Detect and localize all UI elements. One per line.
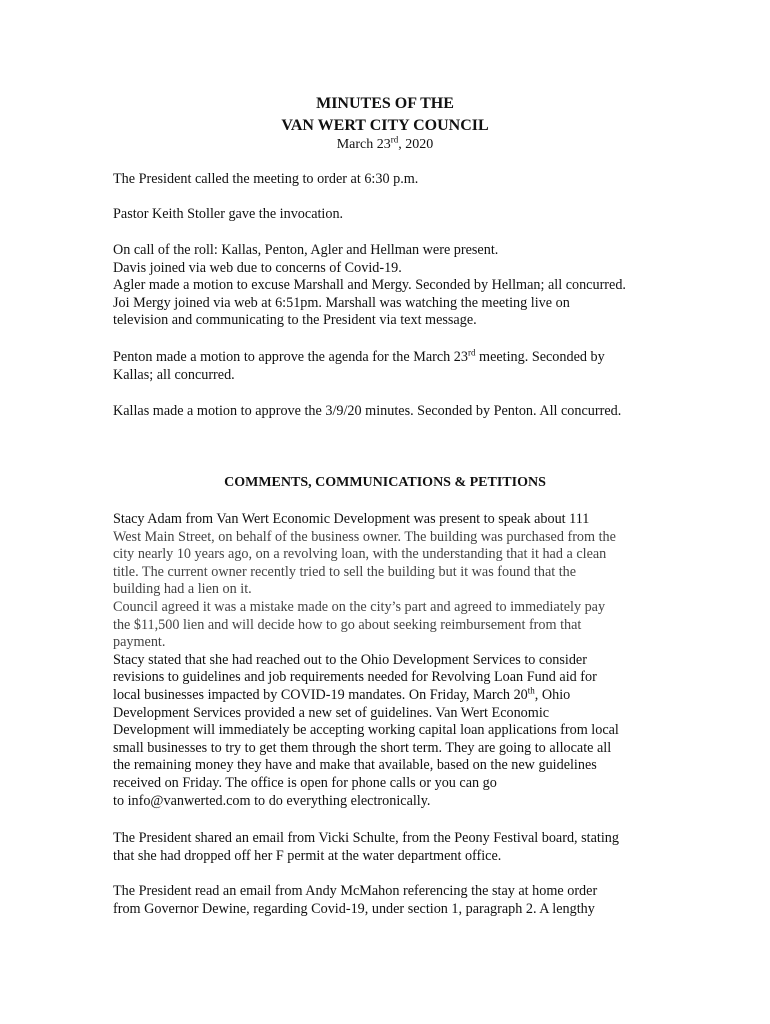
text-line: small businesses to try to get them through the short term. They are going to allocate all	[113, 739, 612, 756]
text-line: Stacy Adam from Van Wert Economic Development was present to speak about 111	[113, 511, 590, 527]
text-line: Agler made a motion to excuse Marshall and Mergy. Seconded by Hellman; all concurred.	[113, 277, 626, 294]
text-line	[113, 687, 673, 705]
text-line: Joi Mergy joined via web at 6:51pm. Marshall was watching the meeting live on	[113, 294, 570, 311]
text-line: building had a lien on it.	[113, 581, 252, 598]
text-line: The President read an email from Andy McMahon referencing the stay at home order	[113, 883, 598, 899]
paragraph-minutes-approval	[113, 403, 673, 421]
text-line: the remaining money they have and make that available, based on the new guidelines	[113, 757, 597, 774]
text-line: The President called the meeting to order at 6:30 p.m.	[113, 171, 419, 187]
text-line: title. The current owner recently tried to sell the building but it was found that the	[113, 563, 577, 580]
text-line: Davis joined via web due to concerns of Covid-19.	[113, 259, 402, 276]
meeting-date	[0, 136, 770, 154]
date-superscript: rd	[390, 134, 399, 145]
document-title-line1: MINUTES OF THE	[316, 95, 454, 112]
paragraph-mcmahon-email	[113, 883, 673, 918]
text-line: payment.	[113, 634, 166, 651]
text-line: Council agreed it was a mistake made on the city’s part and agreed to immediately pay	[113, 598, 606, 615]
text-segment: , Ohio	[534, 686, 571, 703]
paragraph-invocation	[113, 206, 673, 224]
text-line: television and communicating to the President via text message.	[113, 312, 477, 329]
paragraph-call-to-order	[113, 171, 673, 189]
text-line: Development will immediately be accepting working capital loan applications from local	[113, 722, 619, 739]
text-line: city nearly 10 years ago, on a revolving loan, with the understanding that it had a clean	[113, 546, 607, 563]
text-segment: Penton made a motion to approve the agenda for the March 23	[113, 349, 468, 365]
text-line: Kallas made a motion to approve the 3/9/20 minutes. Seconded by Penton. All concurred.	[113, 403, 622, 419]
ordinal-superscript: th	[527, 685, 535, 696]
text-line: revisions to guidelines and job requirements needed for Revolving Loan Fund aid for	[113, 669, 597, 686]
text-line: Kallas; all concurred.	[113, 366, 235, 383]
text-line: Pastor Keith Stoller gave the invocation.	[113, 206, 344, 222]
text-line: On call of the roll: Kallas, Penton, Agler and Hellman were present.	[113, 242, 499, 258]
text-line: from Governor Dewine, regarding Covid-19, under section 1, paragraph 2. A lengthy	[113, 900, 595, 917]
paragraph-economic-development	[113, 511, 673, 810]
ordinal-superscript: rd	[467, 347, 476, 358]
date-suffix: , 2020	[398, 137, 434, 152]
paragraph-roll-call	[113, 242, 673, 330]
date-prefix: March 23	[336, 137, 391, 152]
text-line: that she had dropped off her F permit at the water department office.	[113, 847, 502, 864]
paragraph-agenda-motion	[113, 349, 673, 384]
text-line: received on Friday. The office is open for phone calls or you can go	[113, 774, 497, 791]
paragraph-peony-festival	[113, 830, 673, 865]
text-line: the $11,500 lien and will decide how to go about seeking reimbursement from that	[113, 616, 582, 633]
text-segment: local businesses impacted by COVID-19 mandates. On Friday, March 20	[113, 686, 528, 703]
text-line: to info@vanwerted.com to do everything electronically.	[113, 792, 431, 809]
document-title-line2: VAN WERT CITY COUNCIL	[281, 117, 489, 134]
text-line: The President shared an email from Vicki Schulte, from the Peony Festival board, stating	[113, 830, 619, 846]
text-line	[113, 349, 673, 367]
text-segment: meeting. Seconded by	[475, 349, 605, 365]
section-heading-comments: COMMENTS, COMMUNICATIONS & PETITIONS	[224, 475, 546, 490]
text-line: West Main Street, on behalf of the business owner. The building was purchased from the	[113, 528, 616, 545]
text-line: Development Services provided a new set of guidelines. Van Wert Economic	[113, 704, 550, 721]
text-line: Stacy stated that she had reached out to the Ohio Development Services to consider	[113, 651, 587, 668]
